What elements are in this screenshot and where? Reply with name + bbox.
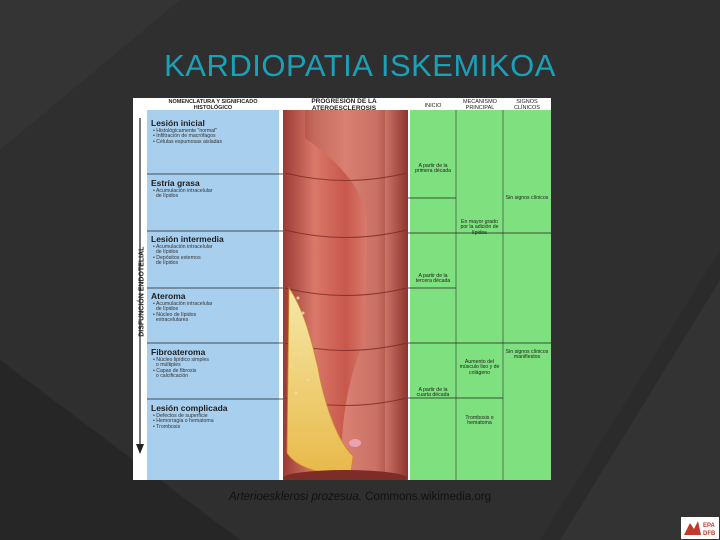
header-signos: SIGNOS CLÍNICOS	[514, 99, 540, 111]
stage-title-lesion-intermedia: Lesión intermedia	[151, 234, 224, 244]
stage-title-ateroma: Ateroma	[151, 291, 186, 301]
stage-title-lesion-complicada: Lesión complicada	[151, 403, 228, 413]
stage-bullets-lesion-inicial: • Histológicamente "normal" • Infiltración de macrófagos • Células espumosas aisladas	[153, 128, 223, 145]
slide-title: KARDIOPATIA ISKEMIKOA	[164, 48, 556, 83]
stage-bullets-fibroateroma: • Núcleo lipídico simples o múltiples • Capas de fibrosis o calcificación	[153, 357, 210, 380]
logo-mark-icon	[681, 517, 719, 539]
institution-logo	[681, 517, 719, 539]
svg-text:EPA: EPA	[703, 523, 715, 529]
svg-text:DFB: DFB	[703, 531, 716, 537]
mecanismo-note-2: Aumento del músculo liso y de colágeno	[459, 359, 500, 376]
signos-note-2: Sin signos clínicos manifiestos	[505, 349, 549, 361]
figure-caption	[0, 491, 720, 503]
stage-title-lesion-inicial: Lesión inicial	[151, 118, 205, 128]
header-inicio: INICIO	[424, 103, 442, 109]
mecanismo-note-3: Trombosis o hematoma	[465, 415, 494, 427]
inicio-note-2: A partir de la tercera década	[415, 273, 451, 285]
caption-italic: Arterioesklerosi prozesua.	[228, 491, 362, 503]
header-mecanismo: MECANISMO PRINCIPAL	[463, 99, 497, 111]
inicio-note-3: A partir de la cuarta década	[416, 387, 450, 399]
stage-title-fibroateroma: Fibroateroma	[151, 347, 206, 357]
header-nomenclatura: NOMENCLATURA Y SIGNIFICADO HISTOLÓGICO	[168, 99, 258, 111]
header-progresion: PROGRESIÓN DE LA ATEROESCLEROSIS	[311, 98, 377, 112]
stage-bullets-lesion-complicada: • Defectos de superficie • Hemorragia o hematoma • Trombosis	[153, 413, 214, 430]
side-label: DISFUNCIÓN ENDOTELIAL	[138, 246, 146, 337]
stage-title-estria-grasa: Estría grasa	[151, 178, 200, 188]
signos-note-1: Sin signos clínicos	[505, 195, 549, 201]
stage-bullets-ateroma: • Acumulación intracelular de lípidos • Núcleo de lípidos extracelulares	[153, 301, 213, 324]
atherosclerosis-figure	[133, 98, 551, 480]
stage-bullets-estria-grasa: • Acumulación intracelular de lípidos	[153, 188, 213, 200]
caption-source: Commons.wikimedia.org	[361, 491, 492, 503]
inicio-note-1: A partir de la primera década	[414, 163, 452, 175]
mecanismo-note-1: En mayor grado por la adición de lípidos	[460, 219, 499, 236]
stage-bullets-lesion-intermedia: • Acumulación intracelular de lípidos • Depósitos externos de lípidos	[153, 244, 213, 267]
